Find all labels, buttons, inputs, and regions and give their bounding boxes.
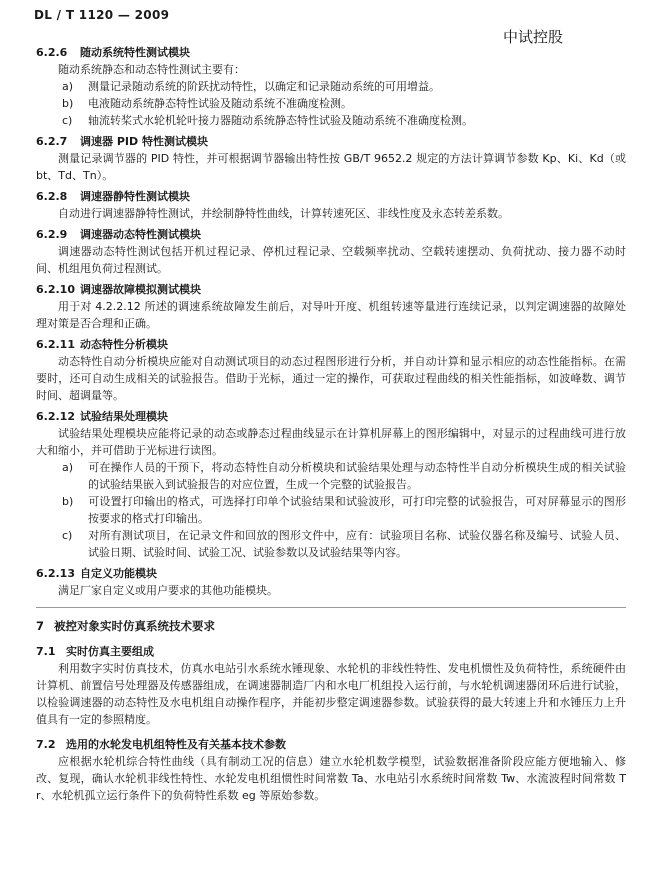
section-heading: 6.2.7 调速器 PID 特性测试模块 (36, 135, 208, 148)
paragraph: 自动进行调速器静特性测试，并绘制静特性曲线，计算转速死区、非线性度及永态转差系数。 (58, 207, 509, 220)
paragraph: 动态特性自动分析模块应能对自动测试项目的动态过程图形进行分析，并自动计算和显示相应的动态性能指标。在需要时，还可自动生成相关的试验报告。借助于光标，通过一定的操作，可获取过程曲线的相关性能指标，如波峰数、调节时间、超调量等。 (36, 355, 626, 402)
paragraph: 应根据水轮机综合特性曲线（具有制动工况的信息）建立水轮机数学模型，试验数据准备阶段应能方便地输入、修改、复现，确认水轮机非线性特性、水轮发电机组惯性时间常数 Ta、水电站引水系统时间常数 Tw、水流波程时间常数 Tr、水轮机孤立运行条件下的负荷特性系数 eg 等原始参数。 (36, 755, 626, 802)
chapter-heading: 7 被控对象实时仿真系统技术要求 (36, 619, 215, 633)
paragraph: 满足厂家自定义或用户要求的其他功能模块。 (58, 584, 278, 597)
standard-code: DL / T 1120 — 2009 (34, 8, 170, 22)
list-item: c) 对所有测试项目，在记录文件和回放的图形文件中，应有：试验项目名称、试验仪器名称及编号、试验人员、试验日期、试验时间、试验工况、试验参数以及试验结果等内容。 (62, 529, 626, 559)
paragraph: 利用数字实时仿真技术，仿真水电站引水系统水锤现象、水轮机的非线性特性、发电机惯性及负荷特性，系统硬件由计算机、前置信号处理器及传感器组成，在调速器制造厂内和水电厂机组投入运行前，与水轮机调速器闭环后进行试验，以检验调速器的动态特性及水电机组自动操作程序，并能初步整定调速器参数。试验获得的最大转速上升和水锤压力上升值具有一定的参照精度。 (36, 662, 626, 726)
document-body (36, 40, 626, 804)
section-heading: 6.2.12 试验结果处理模块 (36, 410, 168, 423)
paragraph: 用于对 4.2.2.12 所述的调速系统故障发生前后，对导叶开度、机组转速等量进行连续记录，以判定调速器的故障处理对策是否合理和正确。 (36, 300, 626, 330)
watermark: 中试控股 (503, 28, 564, 46)
section-heading: 6.2.6 随动系统特性测试模块 (36, 46, 190, 59)
list-item: c) 轴流转桨式水轮机轮叶接力器随动系统静态特性试验及随动系统不准确度检测。 (62, 114, 473, 127)
section-heading: 6.2.9 调速器动态特性测试模块 (36, 228, 201, 241)
paragraph: 测量记录调节器的 PID 特性，并可根据调节器输出特性按 GB/T 9652.2 规定的方法计算调节参数 Kp、Ki、Kd（或 bt、Td、Tn）。 (36, 152, 626, 182)
list-item: b) 电液随动系统静态特性试验及随动系统不准确度检测。 (62, 97, 352, 110)
paragraph: 调速器动态特性测试包括开机过程记录、停机过程记录、空载频率扰动、空载转速摆动、负荷扰动、接力器不动时间、机组甩负荷过程测试。 (36, 245, 626, 275)
section-heading: 7.2 选用的水轮发电机组特性及有关基本技术参数 (36, 738, 286, 751)
list-item: a) 测量记录随动系统的阶跃扰动特性，以确定和记录随动系统的可用增益。 (62, 80, 440, 93)
paragraph: 试验结果处理模块应能将记录的动态或静态过程曲线显示在计算机屏幕上的图形编辑中，对显示的过程曲线可进行放大和缩小，并可借助于光标进行读图。 (36, 427, 626, 457)
section-heading: 7.1 实时仿真主要组成 (36, 645, 154, 658)
section-heading: 6.2.11 动态特性分析模块 (36, 338, 168, 351)
paragraph: 随动系统静态和动态特性测试主要有： (58, 63, 245, 76)
section-heading: 6.2.13 自定义功能模块 (36, 567, 157, 580)
section-heading: 6.2.8 调速器静特性测试模块 (36, 190, 190, 203)
list-item: b) 可设置打印输出的格式，可选择打印单个试验结果和试验波形，可打印完整的试验报告，可对屏幕显示的图形按要求的格式打印输出。 (62, 495, 626, 525)
section-heading: 6.2.10 调速器故障模拟测试模块 (36, 283, 201, 296)
list-item: a) 可在操作人员的干预下，将动态特性自动分析模块和试验结果处理与动态特性半自动分析模块生成的相关试验的试验结果嵌入到试验报告的对应位置，生成一个完整的试验报告。 (62, 461, 626, 491)
divider (36, 607, 626, 608)
